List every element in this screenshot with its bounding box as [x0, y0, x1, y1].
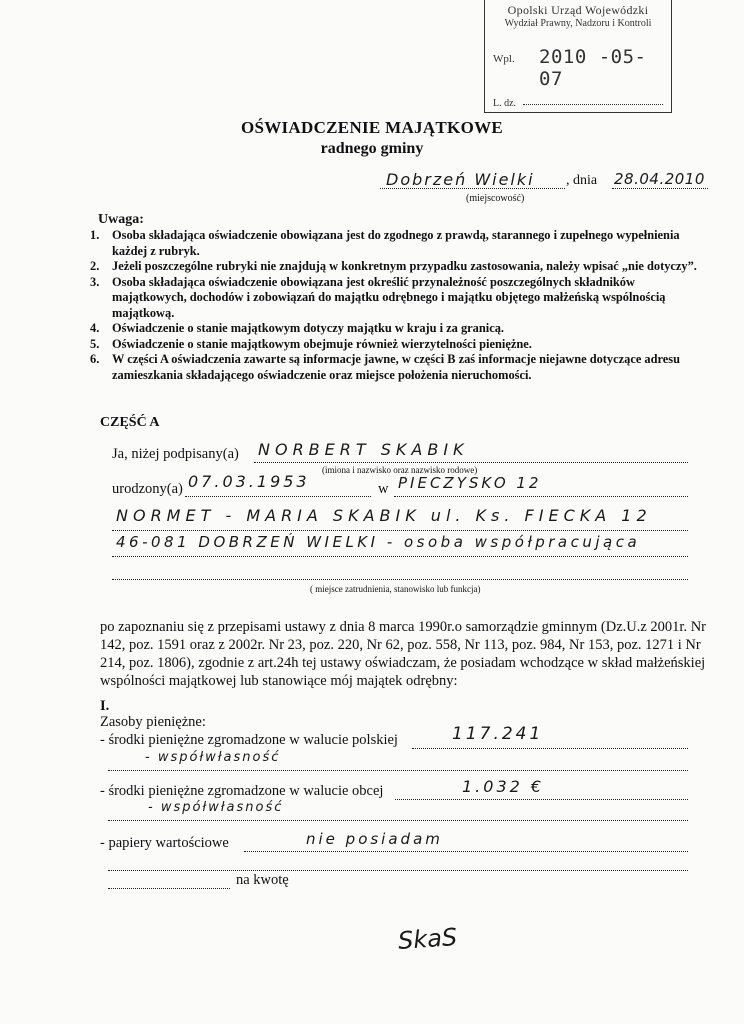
instruction-item: 6. W części A oświadczenia zawarte są informacje jawne, w części B zaś informacje niejawne dotyczące adresu zamieszkania składającego oświadczenie oraz miejsce położenia nieruchomości. — [90, 352, 680, 382]
stamp-office: Opolski Urząd Wojewódzki — [507, 3, 649, 17]
employment-line-2: 46-081 DOBRZEŃ WIELKI - osoba współpracująca — [116, 533, 641, 551]
uwaga-label: Uwaga: — [98, 212, 144, 227]
amount-label: na kwotę — [236, 872, 289, 888]
foreign-dotted-line — [395, 799, 688, 800]
place-value: Dobrzeń Wielki — [386, 170, 535, 189]
name-dotted-line — [254, 462, 688, 463]
signature: SkaS — [397, 922, 458, 956]
born-label: urodzony(a) — [112, 481, 183, 497]
place-caption: (miejscowość) — [466, 193, 525, 204]
foreign-note: - współwłasność — [148, 800, 284, 815]
foreign-value: 1.032 € — [462, 777, 545, 796]
stamp-department: Wydział Prawny, Nadzoru i Kontroli — [504, 18, 652, 29]
date-dotted-line — [612, 188, 708, 189]
section-numeral: I. — [100, 698, 110, 714]
birth-place-dotted-line — [394, 496, 688, 497]
w-label: w — [378, 481, 389, 497]
securities-dotted-line — [244, 851, 688, 852]
securities-label: - papiery wartościowe — [100, 835, 229, 851]
name-value: NORBERT SKABIK — [258, 440, 469, 459]
document-subtitle: radnego gminy — [320, 140, 424, 157]
name-caption: (imiona i nazwisko oraz nazwisko rodowe) — [322, 465, 478, 475]
employment-dotted-line-2 — [112, 556, 688, 557]
date-value: 28.04.2010 — [614, 170, 705, 188]
instructions-list — [90, 228, 698, 383]
stamp-wpl-label: Wpl. — [493, 53, 515, 65]
instruction-item: 5. Oświadczenie o stanie majątkowym obejmuje również wierzytelności pieniężne. — [90, 336, 532, 351]
stamp-ldz-line — [523, 104, 663, 105]
amount-dotted-line — [108, 888, 230, 889]
employment-caption: ( miejsce zatrudnienia, stanowisko lub funkcja) — [310, 584, 481, 594]
pln-note-dotted-line — [108, 770, 688, 771]
employment-dotted-line-1 — [112, 530, 688, 531]
section-heading: Zasoby pieniężne: — [100, 714, 206, 730]
pln-note: - współwłasność — [145, 750, 281, 765]
ja-label: Ja, niżej podpisany(a) — [112, 446, 239, 462]
pln-label: - środki pieniężne zgromadzone w walucie polskiej — [100, 732, 398, 748]
instruction-item: 4. Oświadczenie o stanie majątkowym dotyczy majątku w kraju i za granicą. — [90, 321, 504, 335]
instruction-item: 1. Osoba składająca oświadczenie obowiązana jest do zgodnego z prawdą, starannego i zupełnego wypełnienia każdej z rubryk. — [90, 228, 680, 258]
birth-date-value: 07.03.1953 — [188, 472, 310, 491]
employment-dotted-line-3 — [112, 579, 688, 580]
pln-dotted-line — [412, 748, 688, 749]
securities-value: nie posiadam — [306, 830, 443, 848]
stamp-ldz-label: L. dz. — [493, 98, 517, 109]
securities-dotted-line-2 — [108, 870, 688, 871]
statement-paragraph: po zapoznaniu się z przepisami ustawy z dnia 8 marca 1990r.o samorządzie gminnym (Dz.U.z 2001r. Nr 142, poz. 1591 oraz z 2002r. Nr 23, poz. 220, Nr 62, poz. 558, Nr 113, poz. 984, Nr 153, poz. 1271 i Nr 214, poz. 1806), zgodnie z art.24h tej ustawy oświadczam, że posiadam wchodzące w skład małżeńskiej wspólności majątkowej lub stanowiące mój majątek odrębny: — [100, 619, 706, 689]
part-a-label: CZĘŚĆ A — [100, 415, 160, 430]
foreign-note-dotted-line — [108, 820, 688, 821]
registry-stamp — [484, 0, 672, 113]
place-date-line — [380, 170, 710, 192]
birth-place-value: PIECZYSKO 12 — [398, 474, 542, 492]
employment-line-1: NORMET - MARIA SKABIK ul. Ks. FIECKA 12 — [116, 506, 652, 525]
document-title: OŚWIADCZENIE MAJĄTKOWE — [240, 118, 504, 137]
stamp-date: 2010 -05- 07 — [539, 46, 647, 90]
instruction-item: 3. Osoba składająca oświadczenie obowiązana jest określić przynależność poszczególnych składników majątkowych, dochodów i zobowiązań do majątku odrębnego i majątku objętego małżeńską wspólnością majątkową. — [90, 274, 666, 320]
birth-date-dotted-line — [185, 496, 371, 497]
instruction-item: 2. Jeżeli poszczególne rubryki nie znajdują w konkretnym przypadku zastosowania, należy wpisać „nie dotyczy”. — [90, 259, 697, 273]
foreign-label: - środki pieniężne zgromadzone w walucie obcej — [100, 783, 384, 799]
pln-value: 117.241 — [452, 724, 544, 744]
dnia-label: , dnia — [566, 173, 598, 188]
